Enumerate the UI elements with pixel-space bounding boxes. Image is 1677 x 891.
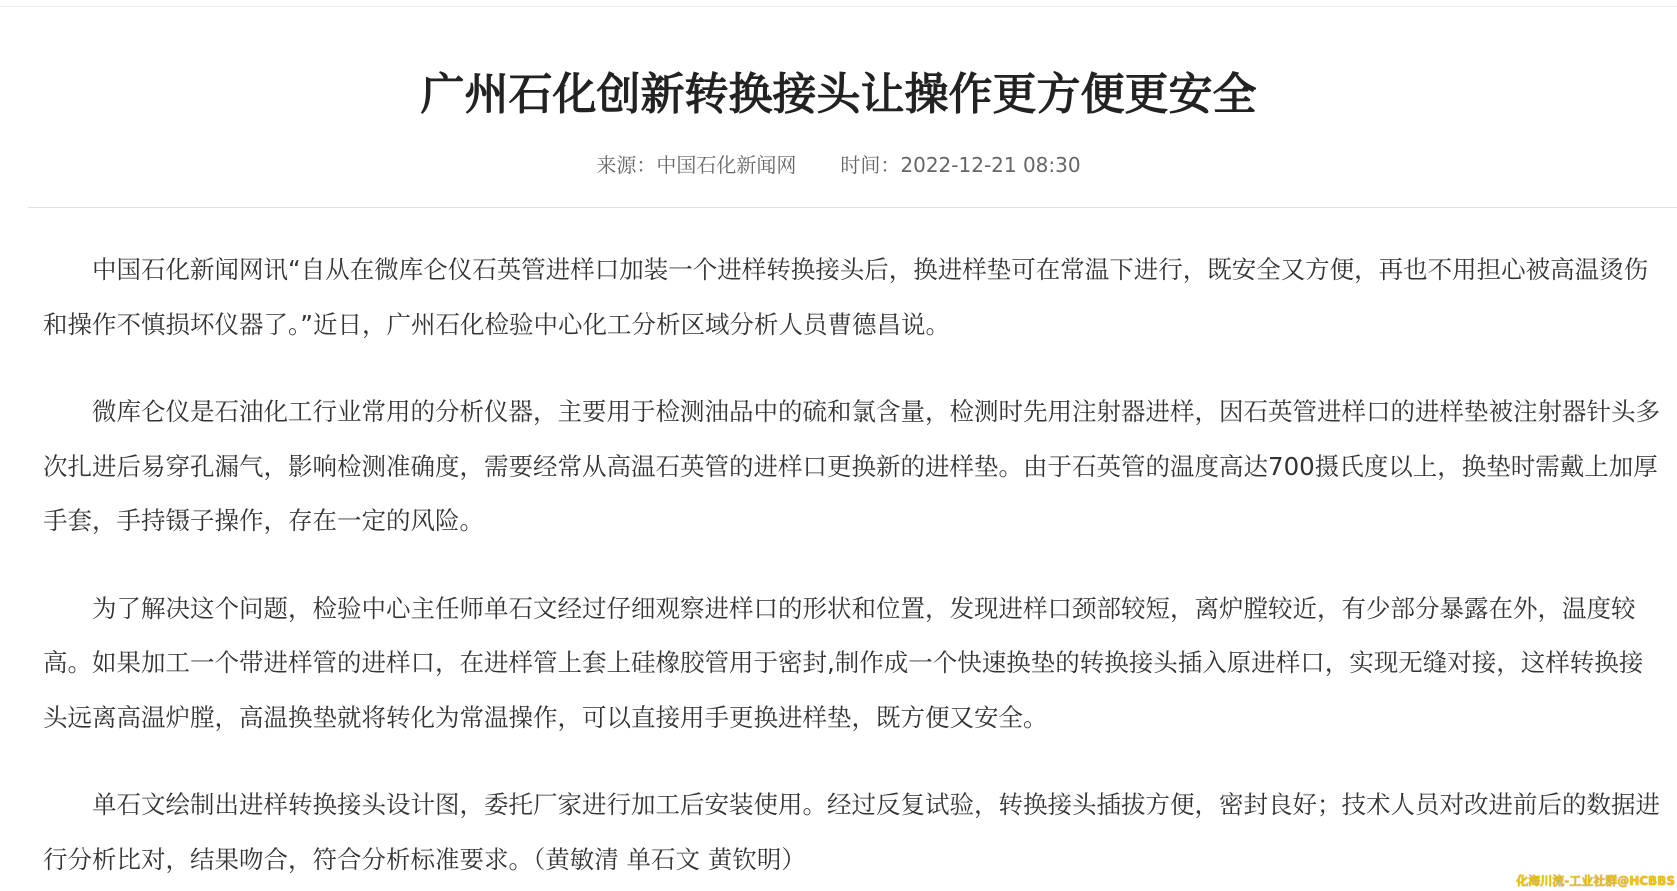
article-time: 时间：2022-12-21 08:30	[840, 153, 1081, 177]
article-paragraph-3: 为了解决这个问题，检验中心主任师单石文经过仔细观察进样口的形状和位置，发现进样口颈部较短，离炉膛较近，有少部分暴露在外，温度较高。如果加工一个带进样管的进样口，在进样管上套上硅橡胶管用于密封,制作成一个快速换垫的转换接头插入原进样口，实现无缝对接，这样转换接头远离高温炉膛，高温换垫就将转化为常温操作，可以直接用手更换进样垫，既方便又安全。	[43, 593, 1644, 732]
article-paragraph-1: 中国石化新闻网讯“自从在微库仑仪石英管进样口加装一个进样转换接头后，换进样垫可在常温下进行，既安全又方便，再也不用担心被高温烫伤和操作不慎损坏仪器了。”近日，广州石化检验中心化工分析区域分析人员曹德昌说。	[43, 255, 1649, 339]
article-paragraph-2: 微库仑仪是石油化工行业常用的分析仪器，主要用于检测油品中的硫和氯含量，检测时先用注射器进样，因石英管进样口的进样垫被注射器针头多次扎进后易穿孔漏气，影响检测准确度，需要经常从高温石英管的进样口更换新的进样垫。由于石英管的温度高达700摄氏度以上，换垫时需戴上加厚手套，手持镊子操作，存在一定的风险。	[43, 397, 1660, 535]
header-divider	[28, 207, 1677, 208]
article-meta	[0, 150, 1677, 180]
article-body	[43, 243, 1663, 891]
watermark: 化海川流-工业社群@HCBBS	[1516, 874, 1675, 888]
article-paragraph-4: 单石文绘制出进样转换接头设计图，委托厂家进行加工后安装使用。经过反复试验，转换接头插拔方便，密封良好；技术人员对改进前后的数据进行分析比对，结果吻合，符合分析标准要求。（黄敏清 单石文 黄钦明）	[43, 790, 1660, 874]
top-rule	[0, 6, 1677, 7]
article-title: 广州石化创新转换接头让操作更方便更安全	[420, 69, 1257, 120]
article-source: 来源：中国石化新闻网	[596, 153, 797, 177]
